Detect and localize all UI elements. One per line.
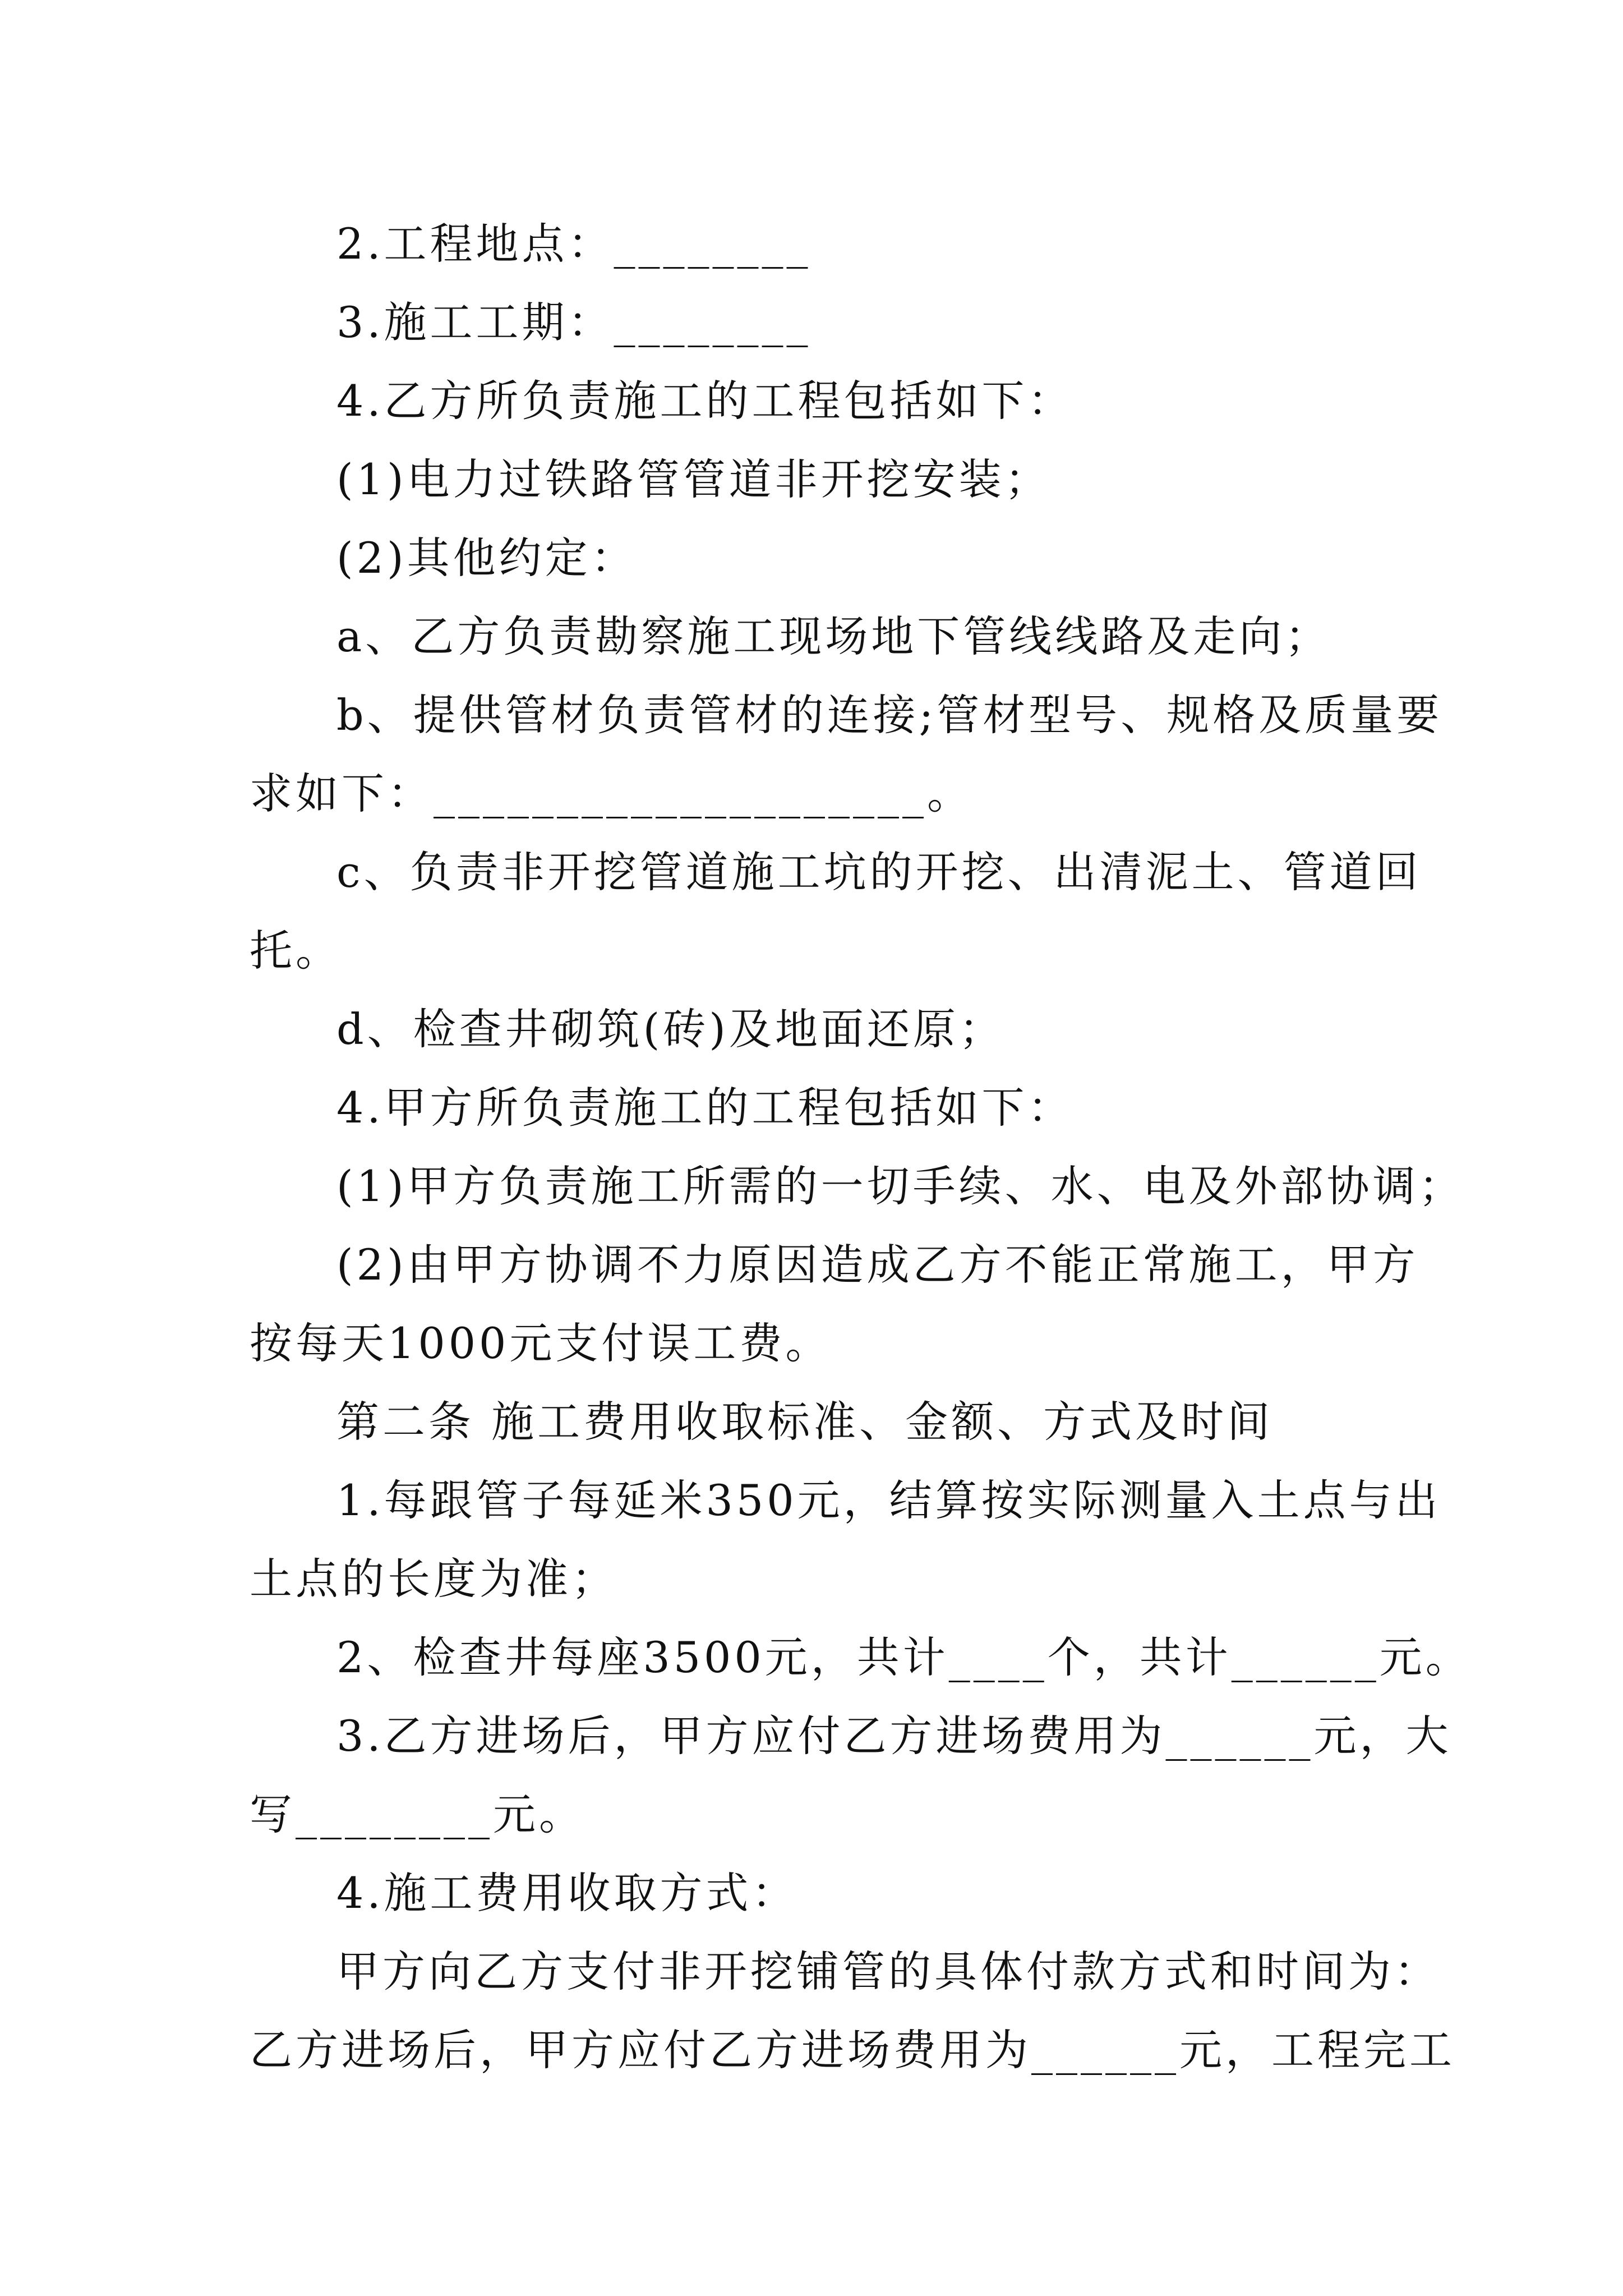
clause-c-line-1: c、负责非开挖管道施工坑的开挖、出清泥土、管道回	[336, 847, 1422, 897]
party-a-scope-heading: 4.甲方所负责施工的工程包括如下：	[336, 1083, 1074, 1133]
clause-b-line-2: 求如下：____________________。	[250, 769, 973, 818]
payment-paragraph-line-1: 甲方向乙方支付非开挖铺管的具体付款方式和时间为：	[336, 1947, 1440, 1996]
party-a-scope-item-1: (1)甲方负责施工所需的一切手续、水、电及外部协调；	[336, 1161, 1465, 1211]
item-duration: 3.施工工期：________	[336, 297, 811, 347]
clause-c-line-2: 托。	[250, 926, 342, 976]
item-location: 2.工程地点：________	[336, 219, 811, 269]
party-b-scope-item-2: (2)其他约定：	[336, 533, 637, 583]
fee-item-3-line-2: 写________元。	[250, 1789, 585, 1839]
fee-item-3-line-1: 3.乙方进场后，甲方应付乙方进场费用为______元，大	[336, 1711, 1452, 1761]
party-a-scope-item-2-l1: (2)由甲方协调不力原因造成乙方不能正常施工，甲方	[336, 1240, 1419, 1290]
party-a-scope-item-2-l2: 按每天1000元支付误工费。	[250, 1318, 832, 1368]
article-2-heading: 第二条 施工费用收取标准、金额、方式及时间	[336, 1397, 1274, 1447]
fee-item-1-line-1: 1.每跟管子每延米350元，结算按实际测量入土点与出	[336, 1475, 1441, 1525]
fee-item-4-heading: 4.施工费用收取方式：	[336, 1868, 798, 1918]
party-b-scope-heading: 4.乙方所负责施工的工程包括如下：	[336, 376, 1074, 426]
clause-d: d、检查井砌筑(砖)及地面还原；	[336, 1004, 1005, 1054]
fee-item-1-line-2: 土点的长度为准；	[250, 1554, 617, 1604]
fee-item-2: 2、检查井每座3500元，共计____个，共计______元。	[336, 1632, 1472, 1682]
clause-a: a、乙方负责勘察施工现场地下管线线路及走向；	[336, 611, 1331, 661]
payment-paragraph-line-2: 乙方进场后，甲方应付乙方进场费用为______元，工程完工	[250, 2025, 1455, 2075]
party-b-scope-item-1: (1)电力过铁路管管道非开挖安装；	[336, 454, 1051, 504]
clause-b-line-1: b、提供管材负责管材的连接;管材型号、规格及质量要	[336, 690, 1443, 740]
